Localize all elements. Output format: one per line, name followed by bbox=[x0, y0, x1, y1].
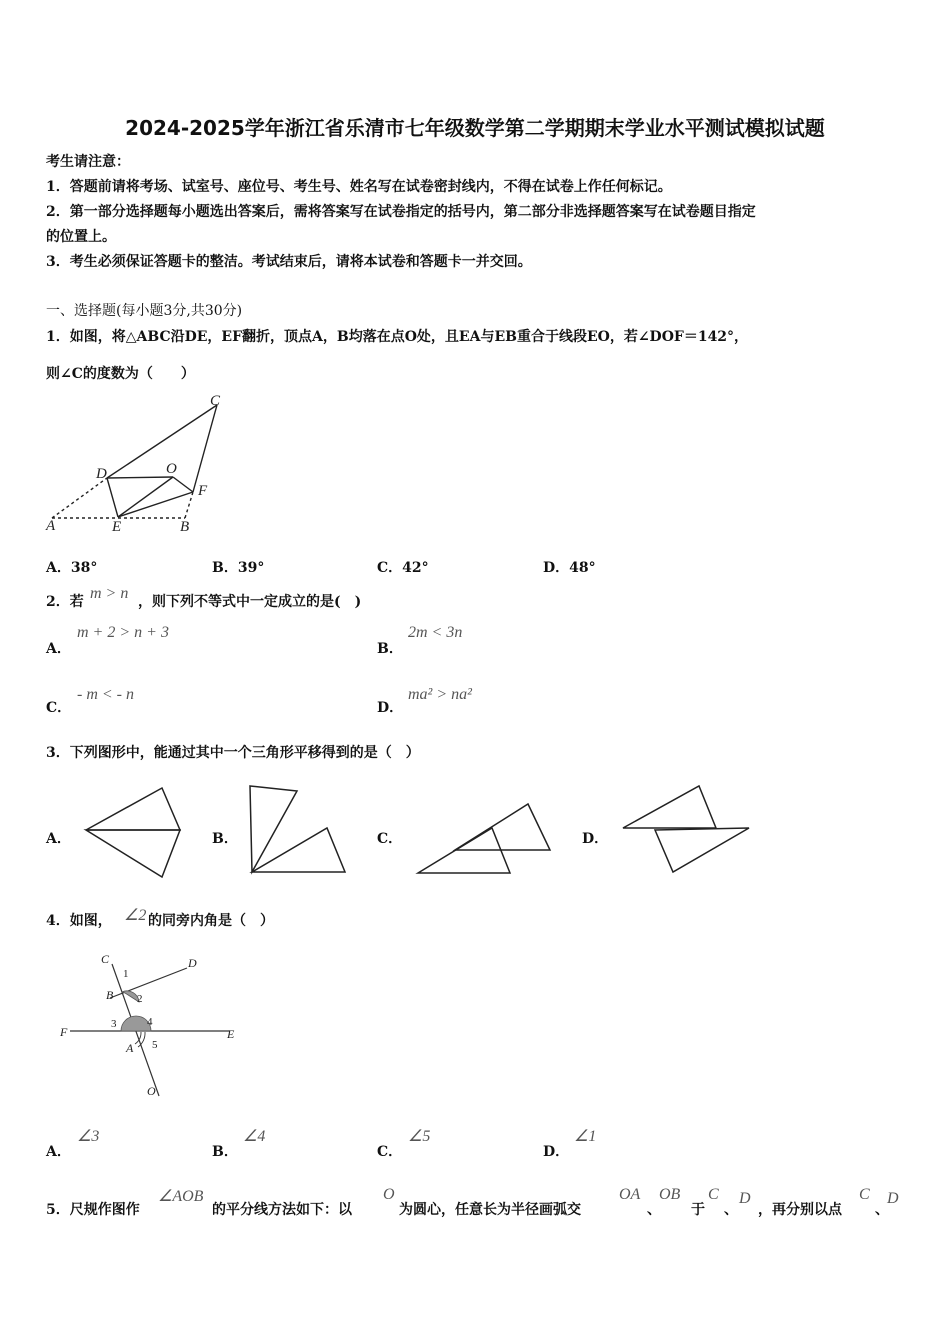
q4-option-b-expr: ∠4 bbox=[243, 1128, 266, 1145]
q5-sep1: 、 bbox=[647, 1202, 661, 1218]
q2-option-a-expr: m + 2 > n + 3 bbox=[77, 624, 169, 641]
notice-item-3: 3．考生必须保证答题卡的整洁。考试结束后，请将本试卷和答题卡一并交回。 bbox=[46, 254, 532, 270]
q4-option-a-label[interactable]: A． bbox=[46, 1144, 71, 1160]
q1-label-A: A bbox=[46, 518, 56, 534]
q5-text-part1: 5．尺规作图作 bbox=[46, 1202, 140, 1218]
q4-option-b-label[interactable]: B． bbox=[212, 1144, 238, 1160]
q2-option-b-label[interactable]: B． bbox=[377, 641, 403, 657]
q5-ray-oa: OA bbox=[619, 1186, 641, 1203]
q3-option-a-figure bbox=[80, 780, 190, 880]
q4-label-F: F bbox=[60, 1025, 68, 1039]
q4-label-4: 4 bbox=[147, 1016, 153, 1028]
q5-point-d: D bbox=[739, 1190, 751, 1207]
q2-option-b-expr: 2m < 3n bbox=[408, 624, 463, 641]
notice-item-1: 1．答题前请将考场、试室号、座位号、考生号、姓名写在试卷密封线内，不得在试卷上作任何标记。 bbox=[46, 179, 672, 195]
q3-text: 3．下列图形中，能通过其中一个三角形平移得到的是（ ） bbox=[46, 745, 420, 761]
q5-sep2: 、 bbox=[724, 1202, 738, 1218]
notice-item-2: 2．第一部分选择题每小题选出答案后，需将答案写在试卷指定的括号内，第二部分非选择题答案写在试卷题目指定 bbox=[46, 204, 756, 220]
q4-label-1: 1 bbox=[123, 968, 129, 980]
q5-text-part5: ，再分别以点 bbox=[758, 1202, 842, 1218]
q1-label-E: E bbox=[112, 519, 122, 535]
q4-option-d-expr: ∠1 bbox=[574, 1128, 597, 1145]
q5-point-d2: D bbox=[887, 1190, 899, 1207]
q5-point-c2: C bbox=[859, 1186, 870, 1203]
q3-option-d-label[interactable]: D． bbox=[582, 831, 609, 847]
q4-label-A: A bbox=[126, 1041, 134, 1055]
q3-option-c-figure bbox=[410, 795, 560, 880]
notice-heading: 考生请注意： bbox=[46, 154, 130, 170]
q4-label-B: B bbox=[106, 988, 114, 1002]
q1-triangle-figure bbox=[40, 390, 240, 540]
q5-text-part2: 的平分线方法如下：以 bbox=[212, 1202, 352, 1218]
q3-option-a-label[interactable]: A． bbox=[46, 831, 71, 847]
q4-label-O: O bbox=[147, 1084, 156, 1098]
q4-label-E: E bbox=[227, 1027, 235, 1041]
q4-angles-figure bbox=[55, 950, 255, 1100]
section-heading: 一、选择题(每小题3分,共30分) bbox=[46, 303, 243, 319]
q4-label-D: D bbox=[188, 956, 197, 970]
q2-option-d-label[interactable]: D． bbox=[377, 700, 404, 716]
q4-label-3: 3 bbox=[111, 1018, 117, 1030]
q1-option-d[interactable]: D．48° bbox=[543, 560, 596, 576]
q1-text-line1: 1．如图，将△ABC沿DE，EF翻折，顶点A，B均落在点O处，且EA与EB重合于线段EO，若∠DOF＝142°， bbox=[46, 329, 749, 345]
q1-option-c[interactable]: C．42° bbox=[377, 560, 429, 576]
q2-suffix: ，则下列不等式中一定成立的是( ) bbox=[138, 594, 362, 610]
q3-option-d-figure bbox=[615, 780, 765, 880]
q2-option-a-label[interactable]: A． bbox=[46, 641, 71, 657]
q4-option-c-label[interactable]: C． bbox=[377, 1144, 403, 1160]
q1-label-F: F bbox=[198, 483, 208, 499]
q4-angle: ∠2 bbox=[124, 907, 147, 924]
q5-angle-aob: ∠AOB bbox=[158, 1188, 204, 1205]
q2-option-d-expr: ma² > na² bbox=[408, 686, 472, 703]
q4-label-C: C bbox=[101, 952, 110, 966]
q1-label-O: O bbox=[166, 461, 177, 477]
q1-label-D: D bbox=[96, 466, 107, 482]
q4-option-c-expr: ∠5 bbox=[408, 1128, 431, 1145]
q2-option-c-expr: - m < - n bbox=[77, 686, 135, 703]
q1-option-b[interactable]: B．39° bbox=[212, 560, 265, 576]
q4-label-2: 2 bbox=[137, 993, 143, 1005]
q1-label-C: C bbox=[210, 393, 221, 409]
q2-prefix: 2．若 bbox=[46, 594, 84, 610]
notice-item-2-cont: 的位置上。 bbox=[46, 229, 116, 245]
q3-option-c-label[interactable]: C． bbox=[377, 831, 403, 847]
q4-label-5: 5 bbox=[152, 1039, 158, 1051]
page-title: 2024-2025学年浙江省乐清市七年级数学第二学期期末学业水平测试模拟试题 bbox=[125, 116, 825, 140]
q5-text-part4: 于 bbox=[691, 1202, 705, 1218]
q2-option-c-label[interactable]: C． bbox=[46, 700, 72, 716]
q4-option-a-expr: ∠3 bbox=[77, 1128, 100, 1145]
q1-option-a[interactable]: A．38° bbox=[46, 560, 98, 576]
q4-prefix: 4．如图， bbox=[46, 913, 112, 929]
q1-text-line2: 则∠C的度数为（ ） bbox=[46, 366, 195, 382]
q5-point-c: C bbox=[708, 1186, 719, 1203]
q5-point-o: O bbox=[383, 1186, 395, 1203]
q5-ray-ob: OB bbox=[659, 1186, 681, 1203]
q1-label-B: B bbox=[180, 519, 190, 535]
q3-option-b-label[interactable]: B． bbox=[212, 831, 238, 847]
q5-sep3: 、 bbox=[875, 1202, 889, 1218]
q3-option-b-figure bbox=[243, 780, 353, 880]
q2-condition: m > n bbox=[90, 585, 129, 602]
q4-option-d-label[interactable]: D． bbox=[543, 1144, 570, 1160]
q5-text-part3: 为圆心，任意长为半径画弧交 bbox=[399, 1202, 581, 1218]
q4-suffix: 的同旁内角是（ ） bbox=[148, 913, 274, 929]
